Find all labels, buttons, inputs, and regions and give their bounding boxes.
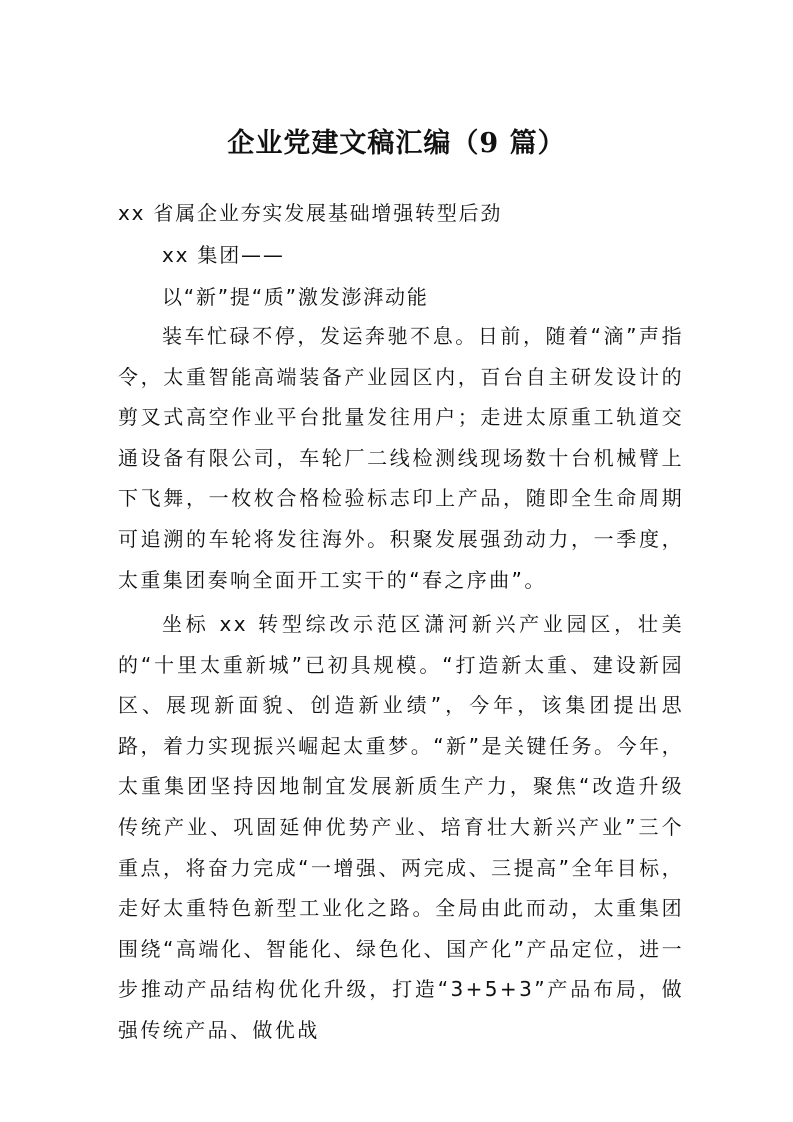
heading-3: 以“新”提“质”激发澎湃动能 [162,285,429,309]
heading-2: xx 集团—— [162,243,285,267]
document-title: 企业党建文稿汇编（9 篇） [227,128,566,159]
paragraph-1: 装车忙碌不停，发运奔驰不息。日前，随着“滴”声指令，太重智能高端装备产业园区内，百台自主研发设计的剪叉式高空作业平台批量发往用户；走进太原重工轨道交通设备有限公司，车轮厂二线检测线现场数十台机械臂上下飞舞，一枚枚合格检验标志印上产品，随即全生命周期可追溯的车轮将发往海外。积聚发展强劲动力，一季度，太重集团奏响全面开工实干的“春之序曲”。 [118,324,684,592]
paragraph-2: 坐标 xx 转型综改示范区潇河新兴产业园区，壮美的“十里太重新城”已初具规模。“打造新太重、建设新园区、展现新面貌、创造新业绩”，今年，该集团提出思路，着力实现振兴崛起太重梦。“新”是关键任务。今年，太重集团坚持因地制宜发展新质生产力，聚焦“改造升级传统产业、巩固延伸优势产业、培育壮大新兴产业”三个重点，将奋力完成“一增强、两完成、三提高”全年目标，走好太重特色新型工业化之路。全局由此而动，太重集团围绕“高端化、智能化、绿色化、国产化”产品定位，进一步推动产品结构优化升级，打造“3+5+3”产品布局，做强传统产品、做优战 [118,612,684,1042]
heading-1: xx 省属企业夯实发展基础增强转型后劲 [118,201,503,225]
